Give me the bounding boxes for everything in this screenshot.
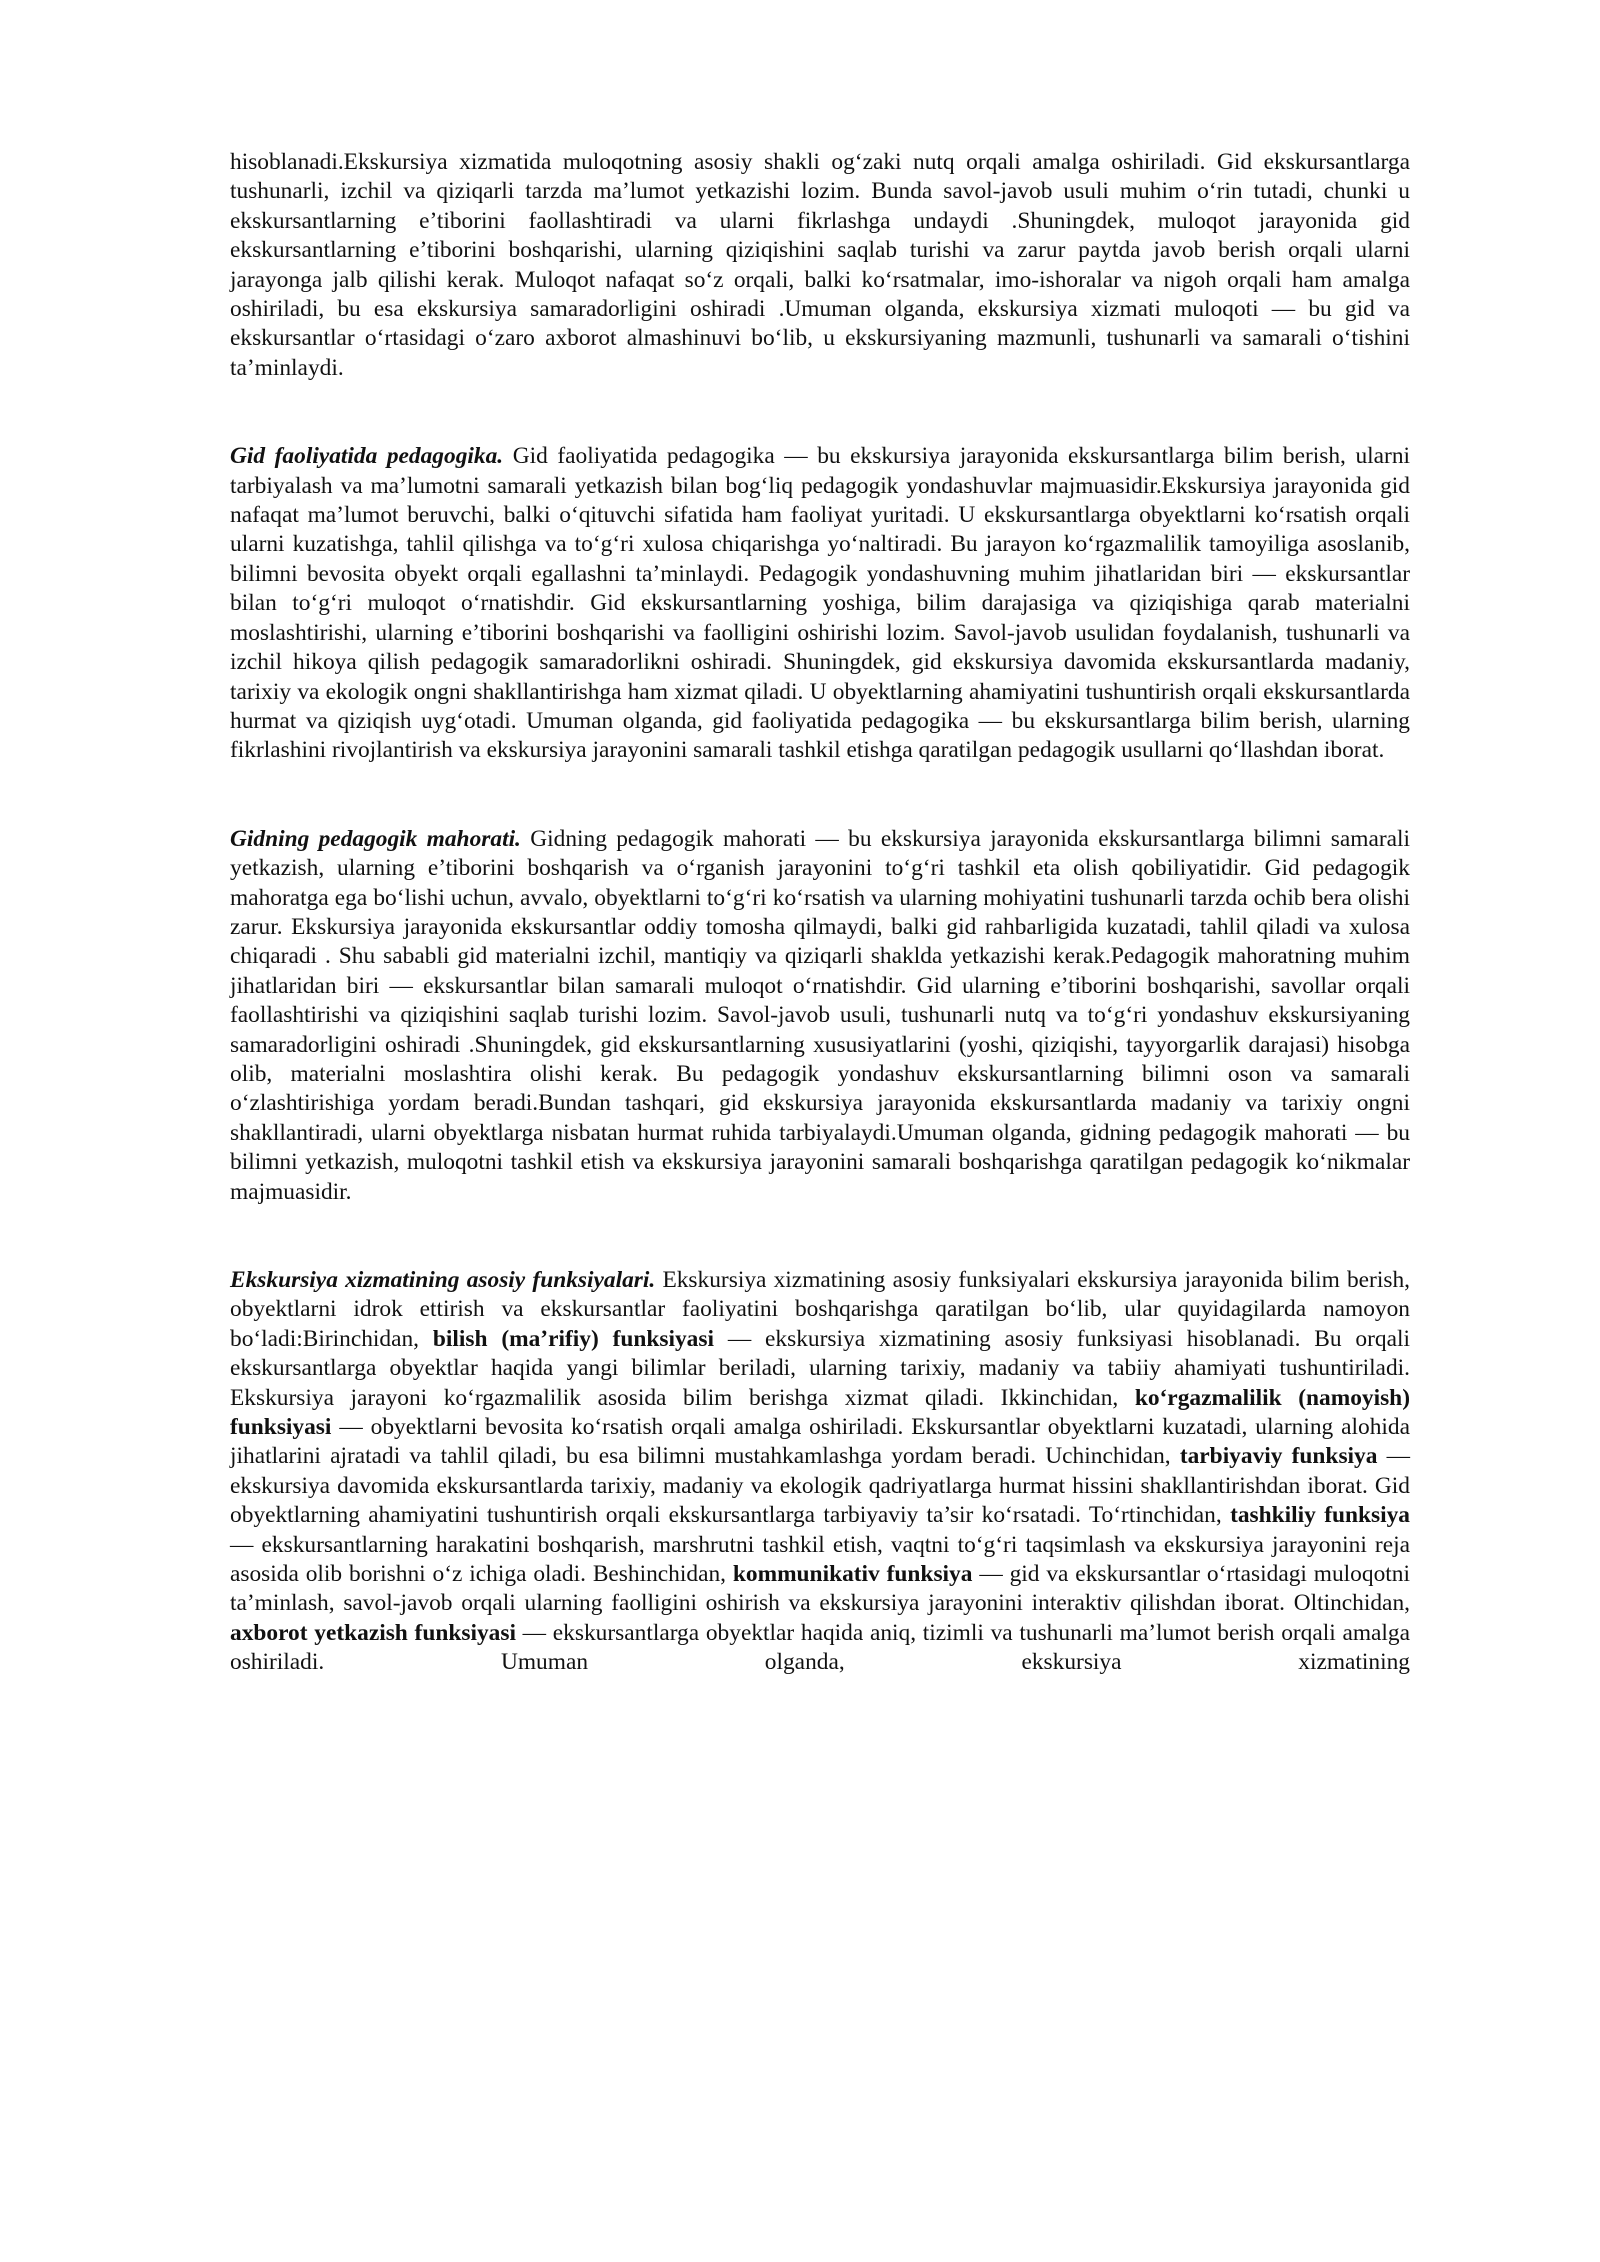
bold-term: ko‘rgazmalilik (namoyish) funksiyasi — [230, 1384, 1410, 1441]
paragraph-text: — ekskursiya xizmatining asosiy funksiyasi hisoblanadi. Bu orqali ekskursantlarga obyektlar haqida yangi bilimlar beriladi, ularning tarixiy, madaniy va tabiiy ahamiyati tushuntiriladi. Ekskursiya jarayoni ko‘rgazmalilik asosida bilim berishga xizmat qiladi. Ikkinchidan, — [230, 1325, 1410, 1411]
section-heading: Gid faoliyatida pedagogika. — [230, 443, 504, 470]
paragraph-text: — ekskursantlarning harakatini boshqarish, marshrutni tashkil etish, vaqtni to‘g‘ri taqsimlash va ekskursiya jarayonini reja asosida olib borishni o‘z ichiga oladi. Beshinchidan, — [230, 1531, 1410, 1588]
section-heading: Gidning pedagogik mahorati. — [230, 825, 521, 852]
paragraph-text: — ekskursiya davomida ekskursantlarda tarixiy, madaniy va ekologik qadriyatlarga hurmat hissini shakllantirishdan iborat. Gid obyektlarning ahamiyatini tushuntirish orqali ekskursantlarga tarbiyaviy ta’sir ko‘rsatadi. To‘rtinchidan, — [230, 1443, 1410, 1529]
paragraph-communication — [230, 148, 1410, 383]
paragraph-functions — [230, 1266, 1410, 1678]
paragraph-text: Gidning pedagogik mahorati — bu ekskursiya jarayonida ekskursantlarga bilimni samarali yetkazish, ularning e’tiborini boshqarish va o‘rganish jarayonini to‘g‘ri tashkil eta olish qobiliyatidir. Gid pedagogik mahoratga ega bo‘lishi uchun, avvalo, obyektlarni to‘g‘ri ko‘rsatish va ularning mohiyatini tushunarli tarzda ochib bera olishi zarur. Ekskursiya jarayonida ekskursantlar oddiy tomosha qilmaydi, balki gid rahbarligida kuzatadi, tahlil qiladi va xulosa chiqaradi . Shu sababli gid materialni izchil, mantiqiy va qiziqarli shaklda yetkazishi kerak.Pedagogik mahoratning muhim jihatlaridan biri — ekskursantlar bilan samarali muloqot o‘rnatishdir. Gid ularning e’tiborini boshqarishi, savollar orqali faollashtirishi va qiziqishini saqlab turishi lozim. Savol-javob usuli, tushunarli nutq va to‘g‘ri yondashuv ekskursiyaning samaradorligini oshiradi .Shuningdek, gid ekskursantlarning xususiyatlarini (yoshi, qiziqishi, tayyorgarlik darajasi) hisobga olib, materialni moslashtira olishi kerak. Bu pedagogik yondashuv ekskursantlarning bilimni oson va samarali o‘zlashtirishiga yordam beradi.Bundan tashqari, gid ekskursiya jarayonida ekskursantlarda madaniy va tarixiy ongni shakllantiradi, ularni obyektlarga nisbatan hurmat ruhida tarbiyalaydi.Umuman olganda, gidning pedagogik mahorati — bu bilimni yetkazish, muloqotni tashkil etish va ekskursiya jarayonini samarali boshqarishga qaratilgan pedagogik ko‘nikmalar majmuasidir. — [230, 825, 1411, 1205]
bold-term: axborot yetkazish funksiyasi — [230, 1619, 516, 1646]
paragraph-text: — ekskursantlarga obyektlar haqida aniq, tizimli va tushunarli ma’lumot berish orqali amalga oshiriladi. Umuman olganda, ekskursiya xizmatining — [230, 1619, 1410, 1676]
section-heading: Ekskursiya xizmatining asosiy funksiyalari. — [230, 1267, 656, 1293]
bold-term: tarbiyaviy funksiya — [1179, 1443, 1378, 1470]
paragraph-pedagogy — [230, 442, 1410, 765]
paragraph-text: — obyektlarni bevosita ko‘rsatish orqali amalga oshiriladi. Ekskursantlar obyektlarni kuzatadi, ularning alohida jihatlarini ajratadi va tahlil qiladi, bu esa bilimni mustahkamlashga yordam beradi. Uchinchidan, — [230, 1414, 1410, 1470]
paragraph-text: Ekskursiya xizmatining asosiy funksiyalari ekskursiya jarayonida bilim berish, obyektlarni idrok ettirish va ekskursantlar faoliyatini boshqarishga qaratilgan bo‘lib, ular quyidagilarda namoyon bo‘ladi:Birinchidan, — [230, 1267, 1410, 1352]
paragraph-text: Gid faoliyatida pedagogika — bu ekskursiya jarayonida ekskursantlarga bilim berish, ularni tarbiyalash va ma’lumotni samarali yetkazish bilan bog‘liq pedagogik yondashuvlar majmuasidir.Ekskursiya jarayonida gid nafaqat ma’lumot beruvchi, balki o‘qituvchi sifatida ham faoliyat yuritadi. U ekskursantlarga obyektlarni ko‘rsatish orqali ularni kuzatishga, tahlil qilishga va to‘g‘ri xulosa chiqarishga yo‘naltiradi. Bu jarayon ko‘rgazmalilik tamoyiliga asoslanib, bilimni bevosita obyekt orqali egallashni ta’minlaydi. Pedagogik yondashuvning muhim jihatlaridan biri — ekskursantlar bilan to‘g‘ri muloqot o‘rnatishdir. Gid ekskursantlarning yoshiga, bilim darajasiga va qiziqishiga qarab materialni moslashtirishi, ularning e’tiborini boshqarishi va faolligini oshirishi lozim. Savol-javob usulidan foydalanish, tushunarli va izchil hikoya qilish pedagogik samaradorlikni oshiradi. Shuningdek, gid ekskursiya davomida ekskursantlarda madaniy, tarixiy va ekologik ongni shakllantirishga ham xizmat qiladi. U obyektlarning ahamiyatini tushuntirish orqali ekskursantlarda hurmat va qiziqish uyg‘otadi. Umuman olganda, gid faoliyatida pedagogika — bu ekskursantlarga bilim berish, ularning fikrlashini rivojlantirish va ekskursiya jarayonini samarali tashkil etishga qaratilgan pedagogik usullarni qo‘llashdan iborat. — [230, 443, 1411, 764]
paragraph-text: hisoblanadi.Ekskursiya xizmatida muloqotning asosiy shakli og‘zaki nutq orqali amalga oshiriladi. Gid ekskursantlarga tushunarli, izchil va qiziqarli tarzda ma’lumot yetkazishi lozim. Bunda savol-javob usuli muhim o‘rin tutadi, chunki u ekskursantlarning e’tiborini faollashtiradi va ularni fikrlashga undaydi .Shuningdek, muloqot jarayonida gid ekskursantlarning e’tiborini boshqarishi, ularning qiziqishini saqlab turishi va zarur paytda javob berish orqali ularni jarayonga jalb qilishi kerak. Muloqot nafaqat so‘z orqali, balki ko‘rsatmalar, imo-ishoralar va nigoh orqali ham amalga oshiriladi, bu esa ekskursiya samaradorligini oshiradi .Umuman olganda, ekskursiya xizmati muloqoti — bu gid va ekskursantlar o‘rtasidagi o‘zaro axborot almashinuvi bo‘lib, u ekskursiyaning mazmunli, tushunarli va samarali o‘tishini ta’minlaydi. — [230, 149, 1410, 381]
bold-term: bilish (ma’rifiy) funksiyasi — [432, 1325, 714, 1352]
bold-term: tashkiliy funksiya — [1230, 1502, 1410, 1529]
paragraph-pedagogical-skill — [230, 825, 1410, 1207]
bold-term: kommunikativ funksiya — [732, 1561, 973, 1588]
paragraph-text: — gid va ekskursantlar o‘rtasidagi muloqotni ta’minlash, savol-javob orqali ularning faolligini oshirish va ekskursiya jarayonini interaktiv qilishdan iborat. Oltinchidan, — [230, 1561, 1410, 1617]
